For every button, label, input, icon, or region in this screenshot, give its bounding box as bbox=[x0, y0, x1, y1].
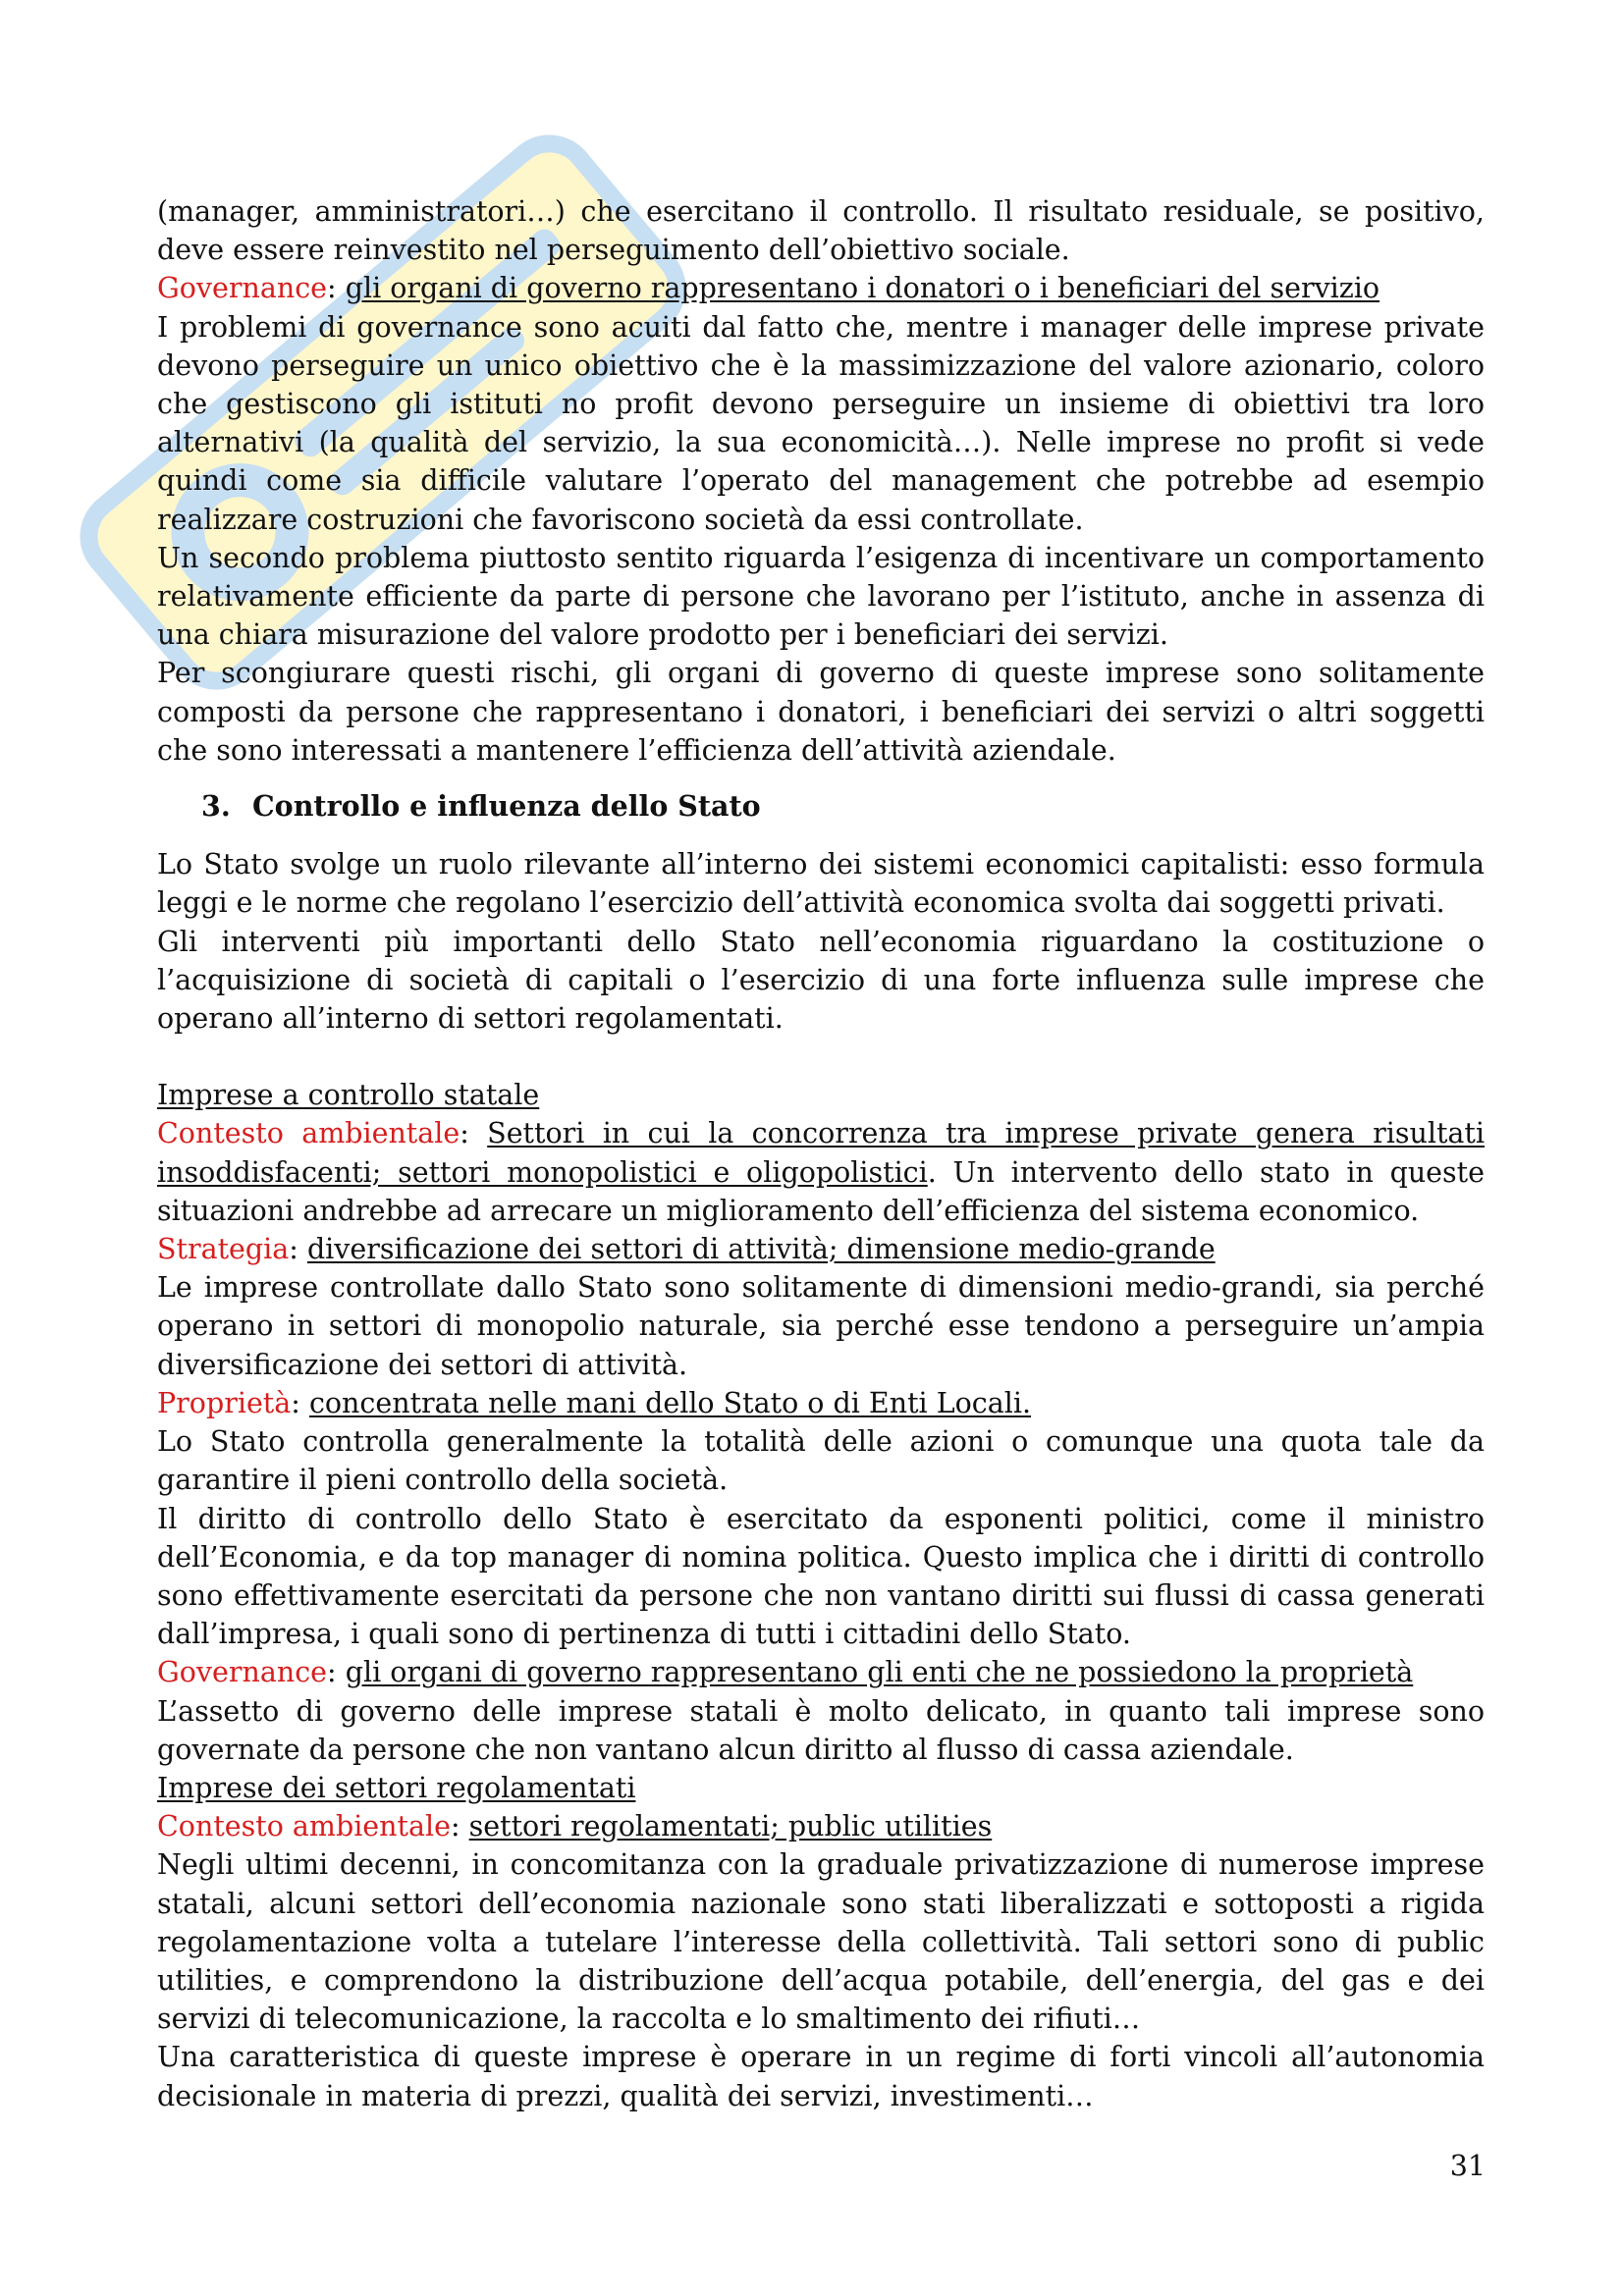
paragraph: Lo Stato controlla generalmente la totalità delle azioni o comunque una quota tale da garantire il pieni controllo della società. bbox=[157, 1425, 1485, 1497]
field-value: settori regolamentati; public utilities bbox=[468, 1810, 993, 1843]
field-separator: : bbox=[460, 1117, 488, 1150]
field-label: Contesto ambientale bbox=[157, 1117, 460, 1150]
paragraph: Le imprese controllate dallo Stato sono solitamente di dimensioni medio-grandi, sia perché operano in settori di monopolio naturale, sia perché esse tendono a perseguire un’ampia diversificazione dei settori di attività. bbox=[157, 1271, 1485, 1381]
subsection-title: Imprese dei settori regolamentati bbox=[157, 1771, 636, 1804]
field-separator: : bbox=[327, 1656, 346, 1689]
paragraph: L’assetto di governo delle imprese statali è molto delicato, in quanto tali imprese sono governate da persone che non vantano alcun diritto al flusso di cassa aziendale. bbox=[157, 1694, 1485, 1766]
field-label: Contesto ambientale bbox=[157, 1810, 451, 1843]
labeled-paragraph bbox=[157, 1230, 1485, 1268]
labeled-paragraph bbox=[157, 1653, 1485, 1691]
paragraph: Per scongiurare questi rischi, gli organi di governo di queste imprese sono solitamente composti da persone che rappresentano i donatori, i beneficiari dei servizi o altri soggetti che sono interessati a mantenere l’efficienza dell’attività aziendale. bbox=[157, 657, 1485, 767]
field-label: Governance bbox=[157, 1656, 328, 1689]
field-value: diversificazione dei settori di attività; dimensione medio-grande bbox=[306, 1233, 1216, 1266]
paragraph: Il diritto di controllo dello Stato è esercitato da esponenti politici, come il ministro dell’Economia, e da top manager di nomina politica. Questo implica che i diritti di controllo sono effettivamente esercitati da persone che non vantano diritti sui flussi di cassa generati dall’impresa, i quali sono di pertinenza di tutti i cittadini dello Stato. bbox=[157, 1502, 1485, 1651]
field-value: gli organi di governo rappresentano gli enti che ne possiedono la proprietà bbox=[345, 1656, 1414, 1689]
field-separator: : bbox=[327, 272, 346, 305]
field-value: Settori in cui la concorrenza tra imprese private genera risultati insoddisfacenti; settori monopolistici e oligopolistici bbox=[157, 1117, 1485, 1189]
paragraph: Negli ultimi decenni, in concomitanza con la graduale privatizzazione di numerose imprese statali, alcuni settori dell’economia nazionale sono stati liberalizzati e sottoposti a rigida regolamentazione volta a tutelare l’interesse della collettività. Tali settori sono di public utilities, e comprendono la distribuzione dell’acqua potabile, dell’energia, del gas e dei servizi di telecomunicazione, la raccolta e lo smaltimento dei rifiuti… bbox=[157, 1848, 1485, 2036]
document-body bbox=[157, 192, 1485, 2115]
field-value: concentrata nelle mani dello Stato o di Enti Locali. bbox=[308, 1386, 1032, 1419]
field-label: Governance bbox=[157, 272, 328, 305]
paragraph: (manager, amministratori…) che esercitano il controllo. Il risultato residuale, se positivo, deve essere reinvestito nel perseguimento dell’obiettivo sociale. bbox=[157, 195, 1485, 267]
field-separator: : bbox=[291, 1386, 309, 1419]
paragraph: I problemi di governance sono acuiti dal fatto che, mentre i manager delle imprese private devono perseguire un unico obiettivo che è la massimizzazione del valore azionario, coloro che gestiscono gli istituti no profit devono perseguire un insieme di obiettivi tra loro alternativi (la qualità del servizio, la sua economicità…). Nelle imprese no profit si vede quindi come sia difficile valutare l’operato del management che potrebbe ad esempio realizzare costruzioni che favoriscono società da essi controllate. bbox=[157, 310, 1485, 536]
paragraph-gap bbox=[157, 1038, 1485, 1076]
paragraph: Una caratteristica di queste imprese è operare in un regime di forti vincoli all’autonomia decisionale in materia di prezzi, qualità dei servizi, investimenti… bbox=[157, 2041, 1485, 2112]
field-label: Proprietà bbox=[157, 1386, 292, 1419]
field-separator: : bbox=[289, 1233, 307, 1266]
subsection-title: Imprese a controllo statale bbox=[157, 1079, 540, 1112]
page-number: 31 bbox=[1449, 2150, 1486, 2182]
paragraph: Gli interventi più importanti dello Stato nell’economia riguardano la costituzione o l’acquisizione di società di capitali o l’esercizio di una forte influenza sulle imprese che operano all’interno di settori regolamentati. bbox=[157, 925, 1485, 1036]
field-value: gli organi di governo rappresentano i donatori o i beneficiari del servizio bbox=[345, 272, 1380, 305]
paragraph: Lo Stato svolge un ruolo rilevante all’interno dei sistemi economici capitalisti: esso formula leggi e le norme che regolano l’esercizio dell’attività economica svolta dai soggetti privati. bbox=[157, 848, 1485, 920]
section-title: Controllo e influenza dello Stato bbox=[252, 789, 761, 824]
field-tail: . Un intervento dello stato in queste situazioni andrebbe ad arrecare un miglioramento dell’efficienza del sistema economico. bbox=[157, 1155, 1485, 1227]
section-number: 3. bbox=[201, 789, 231, 824]
field-separator: : bbox=[450, 1810, 469, 1843]
paragraph: Un secondo problema piuttosto sentito riguarda l’esigenza di incentivare un comportamento relativamente efficiente da parte di persone che lavorano per l’istituto, anche in assenza di una chiara misurazione del valore prodotto per i beneficiari dei servizi. bbox=[157, 541, 1485, 652]
labeled-paragraph bbox=[157, 1384, 1485, 1422]
labeled-paragraph bbox=[157, 1114, 1485, 1230]
section-heading bbox=[157, 787, 1485, 826]
labeled-paragraph bbox=[157, 269, 1485, 307]
field-label: Strategia bbox=[157, 1233, 290, 1266]
labeled-paragraph bbox=[157, 1807, 1485, 1845]
